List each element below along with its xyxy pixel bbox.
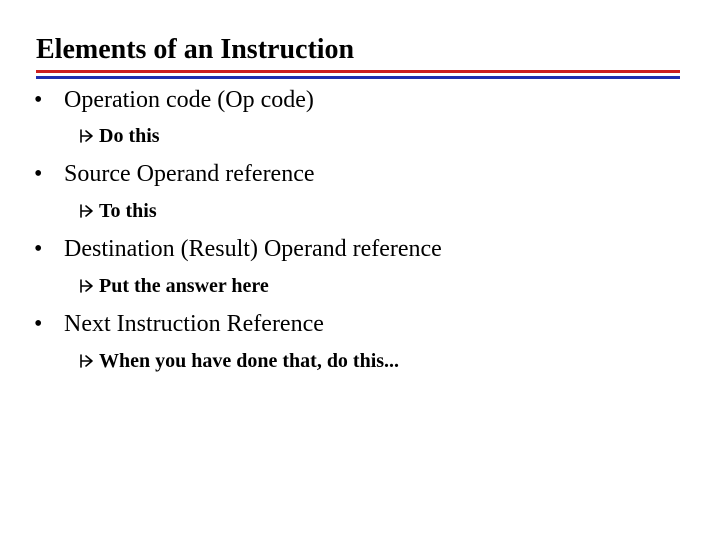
bullet-item [34,85,314,115]
bullet-text: Destination (Result) Operand reference [64,236,442,262]
bullet-item [34,159,315,189]
sub-bullet-q-icon [77,277,95,295]
bullet-dot: • [34,87,43,113]
sub-bullet-q-icon [77,202,95,220]
bullet-item [34,234,442,264]
sub-bullet-q-icon [77,352,95,370]
bullet-text: Source Operand reference [64,161,315,187]
sub-bullet-text: Put the answer here [99,275,269,297]
sub-bullet-item [77,348,399,374]
title-rule-blue [36,76,680,79]
bullet-dot: • [34,236,43,262]
bullet-item [34,309,324,339]
sub-bullet-text: To this [99,200,157,222]
sub-bullet-text: When you have done that, do this... [99,350,400,372]
bullet-text: Next Instruction Reference [64,311,324,337]
title-rule-red [36,70,680,73]
sub-bullet-item [77,123,160,149]
sub-bullet-item [77,198,157,224]
sub-bullet-q-icon [77,127,95,145]
bullet-dot: • [34,311,43,337]
bullet-dot: • [34,161,43,187]
slide-title: Elements of an Instruction [36,34,355,65]
sub-bullet-item [77,273,269,299]
sub-bullet-text: Do this [99,125,160,147]
bullet-text: Operation code (Op code) [64,87,314,113]
